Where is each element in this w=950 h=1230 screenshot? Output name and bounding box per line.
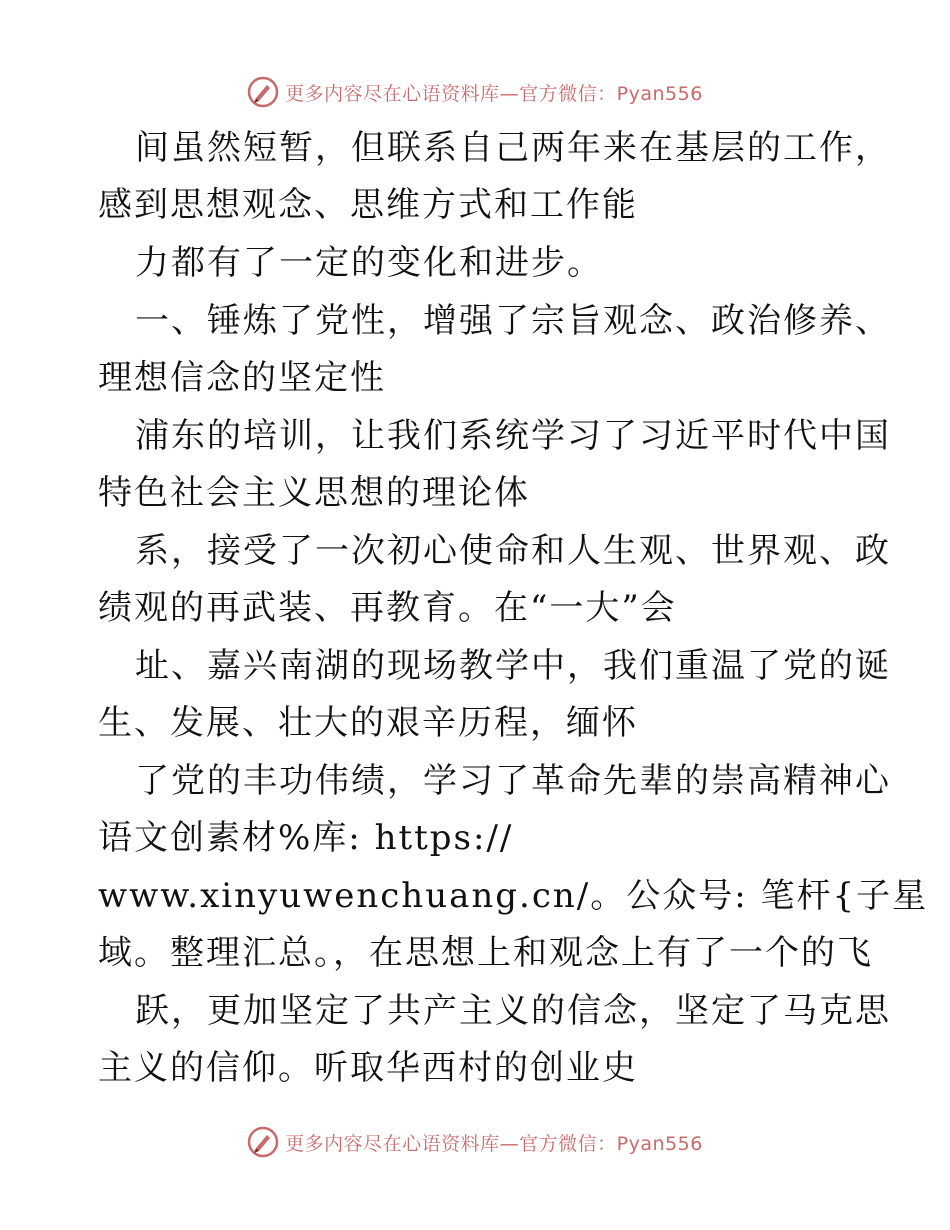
watermark-separator: — — [499, 82, 520, 105]
text-line: 跃，更加坚定了共产主义的信念，坚定了马克思 — [135, 991, 891, 1031]
text-line: www.xinyuwenchuang.cn/。公众号: 笔杆{子星 — [98, 876, 929, 916]
watermark-wechat: 官方微信：Pyan556 — [519, 82, 703, 105]
text-line: 特色社会主义思想的理论体 — [98, 473, 530, 513]
pen-logo-icon — [247, 76, 279, 108]
text-line: 间虽然短暂，但联系自己两年来在基层的工作， — [135, 128, 891, 168]
text-line: 系，接受了一次初心使命和人生观、世界观、政 — [135, 531, 891, 571]
watermark-text — [285, 79, 703, 106]
text-line: 感到思想观念、思维方式和工作能 — [98, 185, 638, 225]
watermark-label: 更多内容尽在心语资料库 — [285, 82, 500, 105]
pen-logo-icon — [247, 1126, 279, 1158]
watermark-separator: — — [499, 1132, 520, 1155]
watermark-group — [247, 1126, 703, 1158]
header-watermark — [0, 72, 950, 112]
text-line: 一、锤炼了党性，增强了宗旨观念、政治修养、 — [135, 301, 891, 341]
text-line: 理想信念的坚定性 — [98, 358, 386, 398]
text-line: 力都有了一定的变化和进步。 — [135, 243, 603, 283]
watermark-label: 更多内容尽在心语资料库 — [285, 1132, 500, 1155]
text-line: 域。整理汇总。，在思想上和观念上有了一个的飞 — [98, 933, 873, 973]
footer-watermark — [0, 1122, 950, 1162]
text-line: 语文创素材%库: https:// — [98, 818, 514, 858]
text-line: 绩观的再武装、再教育。在“一大”会 — [98, 588, 677, 628]
text-line: 生、发展、壮大的艰辛历程，缅怀 — [98, 703, 638, 743]
text-line: 了党的丰功伟绩，学习了革命先辈的崇高精神心 — [135, 761, 891, 801]
watermark-group — [247, 76, 703, 108]
watermark-wechat: 官方微信：Pyan556 — [519, 1132, 703, 1155]
watermark-text — [285, 1129, 703, 1156]
text-line: 浦东的培训，让我们系统学习了习近平时代中国 — [135, 416, 891, 456]
text-line: 址、嘉兴南湖的现场教学中，我们重温了党的诞 — [135, 646, 891, 686]
text-line: 主义的信仰。听取华西村的创业史 — [98, 1048, 638, 1088]
